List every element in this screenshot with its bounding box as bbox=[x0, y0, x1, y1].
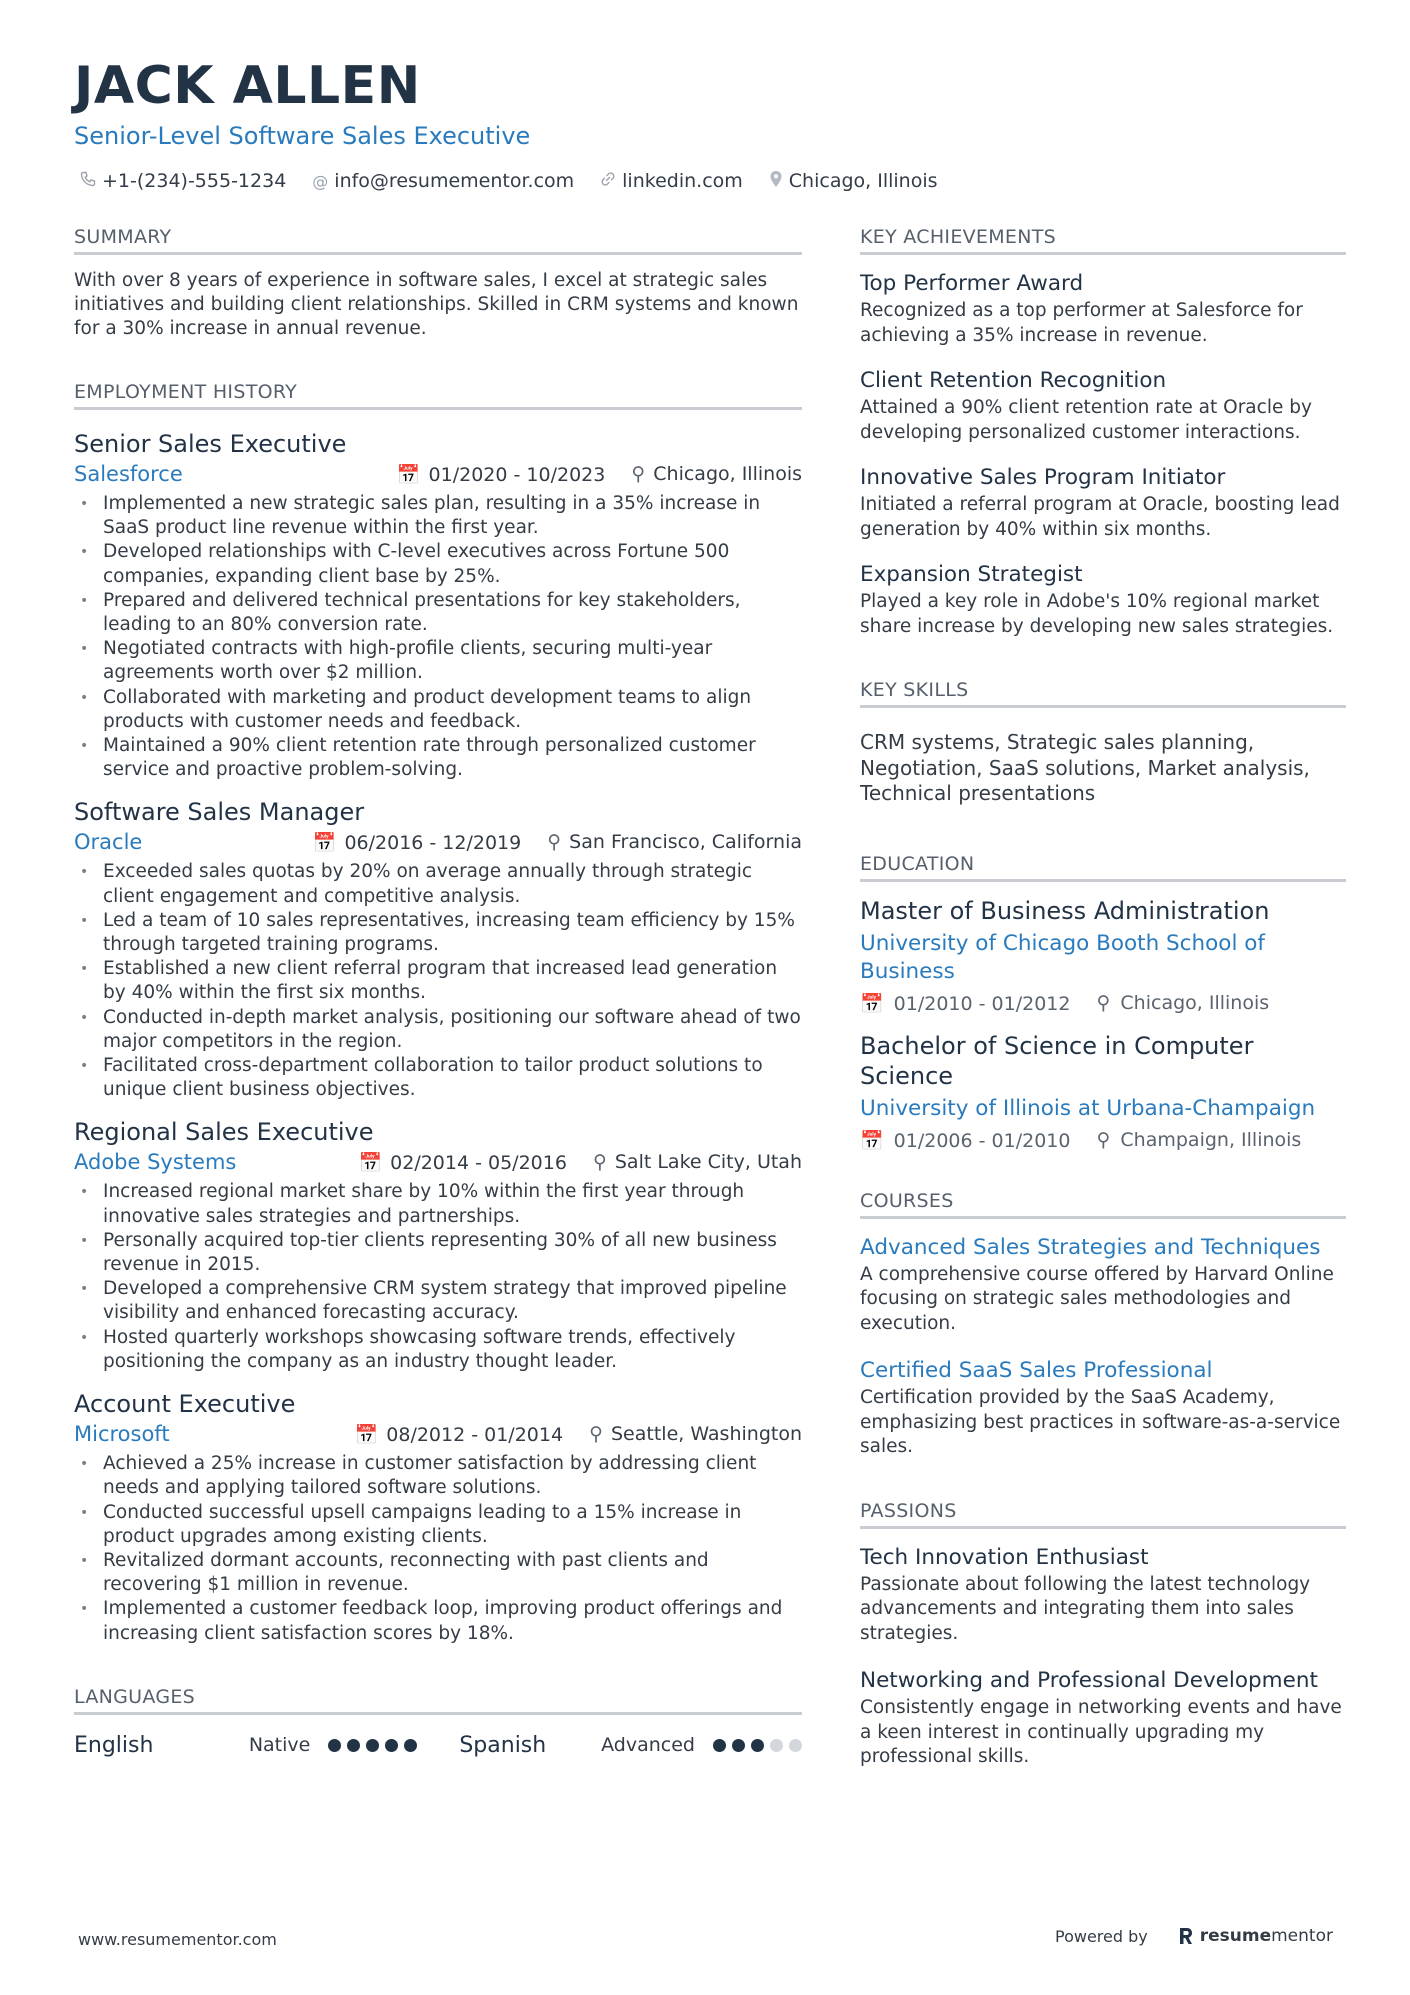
achievement-desc: Played a key role in Adobe's 10% regional market share increase by developing new sales strategies. bbox=[860, 591, 1334, 637]
contact-phone[interactable] bbox=[80, 170, 286, 192]
languages-row bbox=[74, 1733, 802, 1758]
job-bullets bbox=[74, 1452, 802, 1646]
job-company: Microsoft bbox=[74, 1422, 170, 1447]
job-bullet: • Developed relationships with C-level executives across Fortune 500 companies, expanding client base by 25%. bbox=[74, 540, 802, 588]
job-bullet: • Led a team of 10 sales representatives, increasing team efficiency by 15% through targeted training programs. bbox=[74, 909, 802, 957]
achievement-item bbox=[860, 560, 1346, 639]
job-bullet: • Revitalized dormant accounts, reconnecting with past clients and recovering $1 million in revenue. bbox=[74, 1549, 802, 1597]
achievement-title: Expansion Strategist bbox=[860, 562, 1083, 587]
contact-bar bbox=[80, 170, 938, 192]
footer-powered bbox=[1055, 1926, 1333, 1946]
candidate-title: Senior-Level Software Sales Executive bbox=[74, 122, 531, 150]
achievement-desc: Recognized as a top performer at Salesforce for achieving a 35% increase in revenue. bbox=[860, 300, 1303, 346]
job-bullet: • Achieved a 25% increase in customer satisfaction by addressing client needs and applying tailored software solutions. bbox=[74, 1452, 802, 1500]
left-column bbox=[74, 226, 802, 1758]
course-title: Advanced Sales Strategies and Techniques bbox=[860, 1234, 1321, 1260]
education-item bbox=[860, 1031, 1346, 1152]
job-bullet: • Collaborated with marketing and product development teams to align products with customer needs and feedback. bbox=[74, 686, 802, 734]
education-location-text: Champaign, Illinois bbox=[1120, 1128, 1302, 1151]
powered-by-label: Powered by bbox=[1055, 1926, 1148, 1946]
summary-text: With over 8 years of experience in software sales, I excel at strategic sales initiatives and building client relationships. Skilled in CRM systems and known for a 30% increase in annual revenue. bbox=[74, 270, 799, 339]
languages-section bbox=[74, 1686, 802, 1758]
job-location-text: Seattle, Washington bbox=[611, 1422, 802, 1445]
passion-desc: Consistently engage in networking events and have a keen interest in continually upgrading my professional skills. bbox=[860, 1697, 1342, 1767]
passion-item bbox=[860, 1666, 1346, 1770]
calendar-icon: 📅 bbox=[358, 1151, 383, 1174]
course-item bbox=[860, 1233, 1346, 1337]
job-bullet: • Increased regional market share by 10% within the first year through innovative sales strategies and partnerships. bbox=[74, 1180, 802, 1228]
passions-section bbox=[860, 1500, 1346, 1770]
employment-section bbox=[74, 381, 802, 1646]
location-pin-icon bbox=[769, 170, 783, 192]
job-dates bbox=[358, 1151, 566, 1174]
job-company: Salesforce bbox=[74, 462, 183, 486]
link-icon bbox=[600, 171, 616, 191]
right-column bbox=[860, 226, 1346, 1770]
job-title: Senior Sales Executive bbox=[74, 430, 347, 458]
education-heading: EDUCATION bbox=[860, 853, 1346, 882]
skills-heading: KEY SKILLS bbox=[860, 679, 1346, 708]
job-bullet: • Prepared and delivered technical presentations for key stakeholders, leading to an 80% conversion rate. bbox=[74, 589, 802, 637]
calendar-icon: 📅 bbox=[312, 831, 337, 854]
rating-dot-filled bbox=[366, 1739, 379, 1752]
job-bullet: • Conducted in-depth market analysis, positioning our software ahead of two major competitors in the region. bbox=[74, 1006, 802, 1054]
location-pin-icon: ⚲ bbox=[1096, 1128, 1111, 1151]
job-bullets bbox=[74, 492, 802, 782]
education-location bbox=[1096, 992, 1269, 1015]
education-location-text: Chicago, Illinois bbox=[1120, 991, 1270, 1014]
job-entry bbox=[74, 796, 802, 1102]
job-location-text: San Francisco, California bbox=[569, 830, 802, 853]
employment-heading: EMPLOYMENT HISTORY bbox=[74, 381, 802, 410]
course-title: Certified SaaS Sales Professional bbox=[860, 1358, 1213, 1383]
job-title: Software Sales Manager bbox=[74, 798, 365, 827]
course-desc: A comprehensive course offered by Harvard Online focusing on strategic sales methodologies and execution. bbox=[860, 1263, 1334, 1334]
education-degree: Bachelor of Science in Computer Science bbox=[860, 1031, 1254, 1090]
at-icon: @ bbox=[312, 171, 329, 191]
rating-dot-filled bbox=[751, 1739, 764, 1752]
education-location bbox=[1096, 1129, 1301, 1152]
achievement-desc: Initiated a referral program at Oracle, boosting lead generation by 40% within six months. bbox=[860, 494, 1340, 540]
location-pin-icon: ⚲ bbox=[1096, 991, 1111, 1014]
achievement-title: Innovative Sales Program Initiator bbox=[860, 465, 1226, 490]
courses-heading: COURSES bbox=[860, 1190, 1346, 1219]
job-bullet: • Implemented a new strategic sales plan, resulting in a 35% increase in SaaS product line revenue within the first year. bbox=[74, 492, 802, 540]
skills-section bbox=[860, 679, 1346, 807]
job-dates-text: 02/2014 - 05/2016 bbox=[390, 1151, 567, 1174]
job-bullet: • Facilitated cross-department collaboration to tailor product solutions to unique client business objectives. bbox=[74, 1054, 802, 1102]
language-rating bbox=[713, 1739, 802, 1752]
education-dates bbox=[860, 992, 1070, 1015]
job-dates-text: 01/2020 - 10/2023 bbox=[428, 463, 606, 486]
skills-text: CRM systems, Strategic sales planning, Negotiation, SaaS solutions, Market analysis, Technical presentations bbox=[860, 730, 1310, 805]
passion-item bbox=[860, 1543, 1346, 1647]
language-level: Native bbox=[248, 1734, 311, 1757]
contact-email[interactable] bbox=[312, 170, 574, 192]
location-pin-icon: ⚲ bbox=[547, 830, 562, 853]
passions-heading: PASSIONS bbox=[860, 1500, 1346, 1529]
rating-dot-filled bbox=[732, 1739, 745, 1752]
language-rating bbox=[328, 1739, 417, 1752]
achievement-title: Top Performer Award bbox=[860, 271, 1084, 296]
contact-linkedin[interactable] bbox=[600, 170, 743, 192]
language-level: Advanced bbox=[601, 1734, 695, 1757]
job-location bbox=[589, 1423, 802, 1446]
rating-dot-empty bbox=[789, 1739, 802, 1752]
brand-logo[interactable] bbox=[1178, 1926, 1333, 1946]
location-pin-icon: ⚲ bbox=[592, 1150, 607, 1173]
job-location bbox=[631, 463, 802, 486]
job-dates-text: 08/2012 - 01/2014 bbox=[386, 1423, 564, 1446]
achievement-item bbox=[860, 366, 1346, 445]
achievement-desc: Attained a 90% client retention rate at Oracle by developing personalized customer interactions. bbox=[860, 397, 1312, 443]
location-pin-icon: ⚲ bbox=[589, 1422, 603, 1445]
achievement-item bbox=[860, 463, 1346, 542]
passion-title: Tech Innovation Enthusiast bbox=[860, 1544, 1149, 1570]
job-entry bbox=[74, 1388, 802, 1646]
education-degree: Master of Business Administration bbox=[860, 896, 1270, 925]
job-bullet: • Conducted successful upsell campaigns leading to a 15% increase in product upgrades among existing clients. bbox=[74, 1501, 802, 1549]
calendar-icon: 📅 bbox=[354, 1423, 379, 1446]
job-bullets bbox=[74, 860, 802, 1102]
job-bullet: • Exceeded sales quotas by 20% on average annually through strategic client engagement and competitive analysis. bbox=[74, 860, 802, 908]
course-desc: Certification provided by the SaaS Academy, emphasizing best practices in software-as-a-service sales. bbox=[860, 1387, 1341, 1457]
job-bullet: • Maintained a 90% client retention rate through personalized customer service and proactive problem-solving. bbox=[74, 734, 802, 782]
contact-linkedin-text: linkedin.com bbox=[622, 170, 743, 192]
achievement-item bbox=[860, 269, 1346, 348]
education-dates bbox=[860, 1129, 1070, 1152]
job-company: Oracle bbox=[74, 830, 143, 855]
resumementor-logo-icon bbox=[1178, 1926, 1194, 1946]
job-location-text: Chicago, Illinois bbox=[653, 462, 802, 485]
contact-location-text: Chicago, Illinois bbox=[788, 170, 938, 192]
education-dates-text: 01/2010 - 01/2012 bbox=[893, 992, 1071, 1015]
course-item bbox=[860, 1356, 1346, 1460]
job-title: Account Executive bbox=[74, 1390, 296, 1419]
education-school: University of Illinois at Urbana-Champaign bbox=[860, 1095, 1316, 1121]
job-bullet: • Established a new client referral program that increased lead generation by 40% within the first six months. bbox=[74, 957, 802, 1005]
job-title: Regional Sales Executive bbox=[74, 1118, 374, 1147]
job-bullet: • Implemented a customer feedback loop, improving product offerings and increasing client satisfaction scores by 18%. bbox=[74, 1597, 802, 1645]
job-entry bbox=[74, 428, 802, 782]
job-bullet: • Hosted quarterly workshops showcasing software trends, effectively positioning the company as an industry thought leader. bbox=[74, 1326, 802, 1374]
brand-text-bold: resume bbox=[1199, 1926, 1272, 1946]
location-pin-icon: ⚲ bbox=[631, 462, 646, 485]
calendar-icon: 📅 bbox=[860, 1129, 884, 1152]
job-bullet: • Developed a comprehensive CRM system strategy that improved pipeline visibility and enhanced forecasting accuracy. bbox=[74, 1277, 802, 1325]
contact-phone-text: +1-(234)-555-1234 bbox=[102, 170, 287, 192]
education-school: University of Chicago Booth School of Business bbox=[860, 930, 1265, 984]
brand-text-rest: mentor bbox=[1271, 1926, 1333, 1946]
job-dates bbox=[313, 831, 521, 854]
contact-location bbox=[769, 170, 938, 192]
phone-icon bbox=[80, 171, 96, 191]
education-item bbox=[860, 896, 1346, 1015]
job-bullet: • Negotiated contracts with high-profile clients, securing multi-year agreements worth over $2 million. bbox=[74, 637, 802, 685]
education-dates-text: 01/2006 - 01/2010 bbox=[893, 1129, 1071, 1152]
calendar-icon: 📅 bbox=[396, 463, 421, 486]
brand-text bbox=[1200, 1926, 1333, 1946]
job-company: Adobe Systems bbox=[74, 1150, 237, 1175]
job-location bbox=[547, 831, 802, 854]
job-bullets bbox=[74, 1180, 802, 1374]
job-bullet: • Personally acquired top-tier clients representing 30% of all new business revenue in 2015. bbox=[74, 1229, 802, 1277]
courses-section bbox=[860, 1190, 1346, 1460]
summary-heading: SUMMARY bbox=[74, 226, 802, 255]
candidate-name: JACK ALLEN bbox=[74, 56, 421, 116]
rating-dot-filled bbox=[328, 1739, 341, 1752]
passion-desc: Passionate about following the latest technology advancements and integrating them into sales strategies. bbox=[860, 1573, 1311, 1644]
footer-website[interactable]: www.resumementor.com bbox=[78, 1930, 277, 1949]
achievements-section bbox=[860, 226, 1346, 639]
language-name: Spanish bbox=[459, 1732, 547, 1758]
job-dates bbox=[397, 463, 605, 486]
rating-dot-filled bbox=[404, 1739, 417, 1752]
calendar-icon: 📅 bbox=[860, 992, 884, 1015]
summary-section bbox=[74, 226, 802, 341]
job-dates bbox=[355, 1423, 563, 1446]
passion-title: Networking and Professional Development bbox=[860, 1668, 1318, 1693]
rating-dot-filled bbox=[347, 1739, 360, 1752]
contact-email-text: info@resumementor.com bbox=[334, 170, 575, 192]
rating-dot-filled bbox=[713, 1739, 726, 1752]
languages-heading: LANGUAGES bbox=[74, 1686, 802, 1715]
job-entry bbox=[74, 1116, 802, 1374]
achievement-title: Client Retention Recognition bbox=[860, 368, 1167, 393]
education-section bbox=[860, 853, 1346, 1152]
job-location bbox=[593, 1151, 802, 1174]
achievements-heading: KEY ACHIEVEMENTS bbox=[860, 226, 1346, 255]
rating-dot-empty bbox=[770, 1739, 783, 1752]
job-location-text: Salt Lake City, Utah bbox=[614, 1150, 802, 1173]
job-dates-text: 06/2016 - 12/2019 bbox=[344, 831, 522, 854]
rating-dot-filled bbox=[385, 1739, 398, 1752]
language-name: English bbox=[74, 1732, 154, 1758]
